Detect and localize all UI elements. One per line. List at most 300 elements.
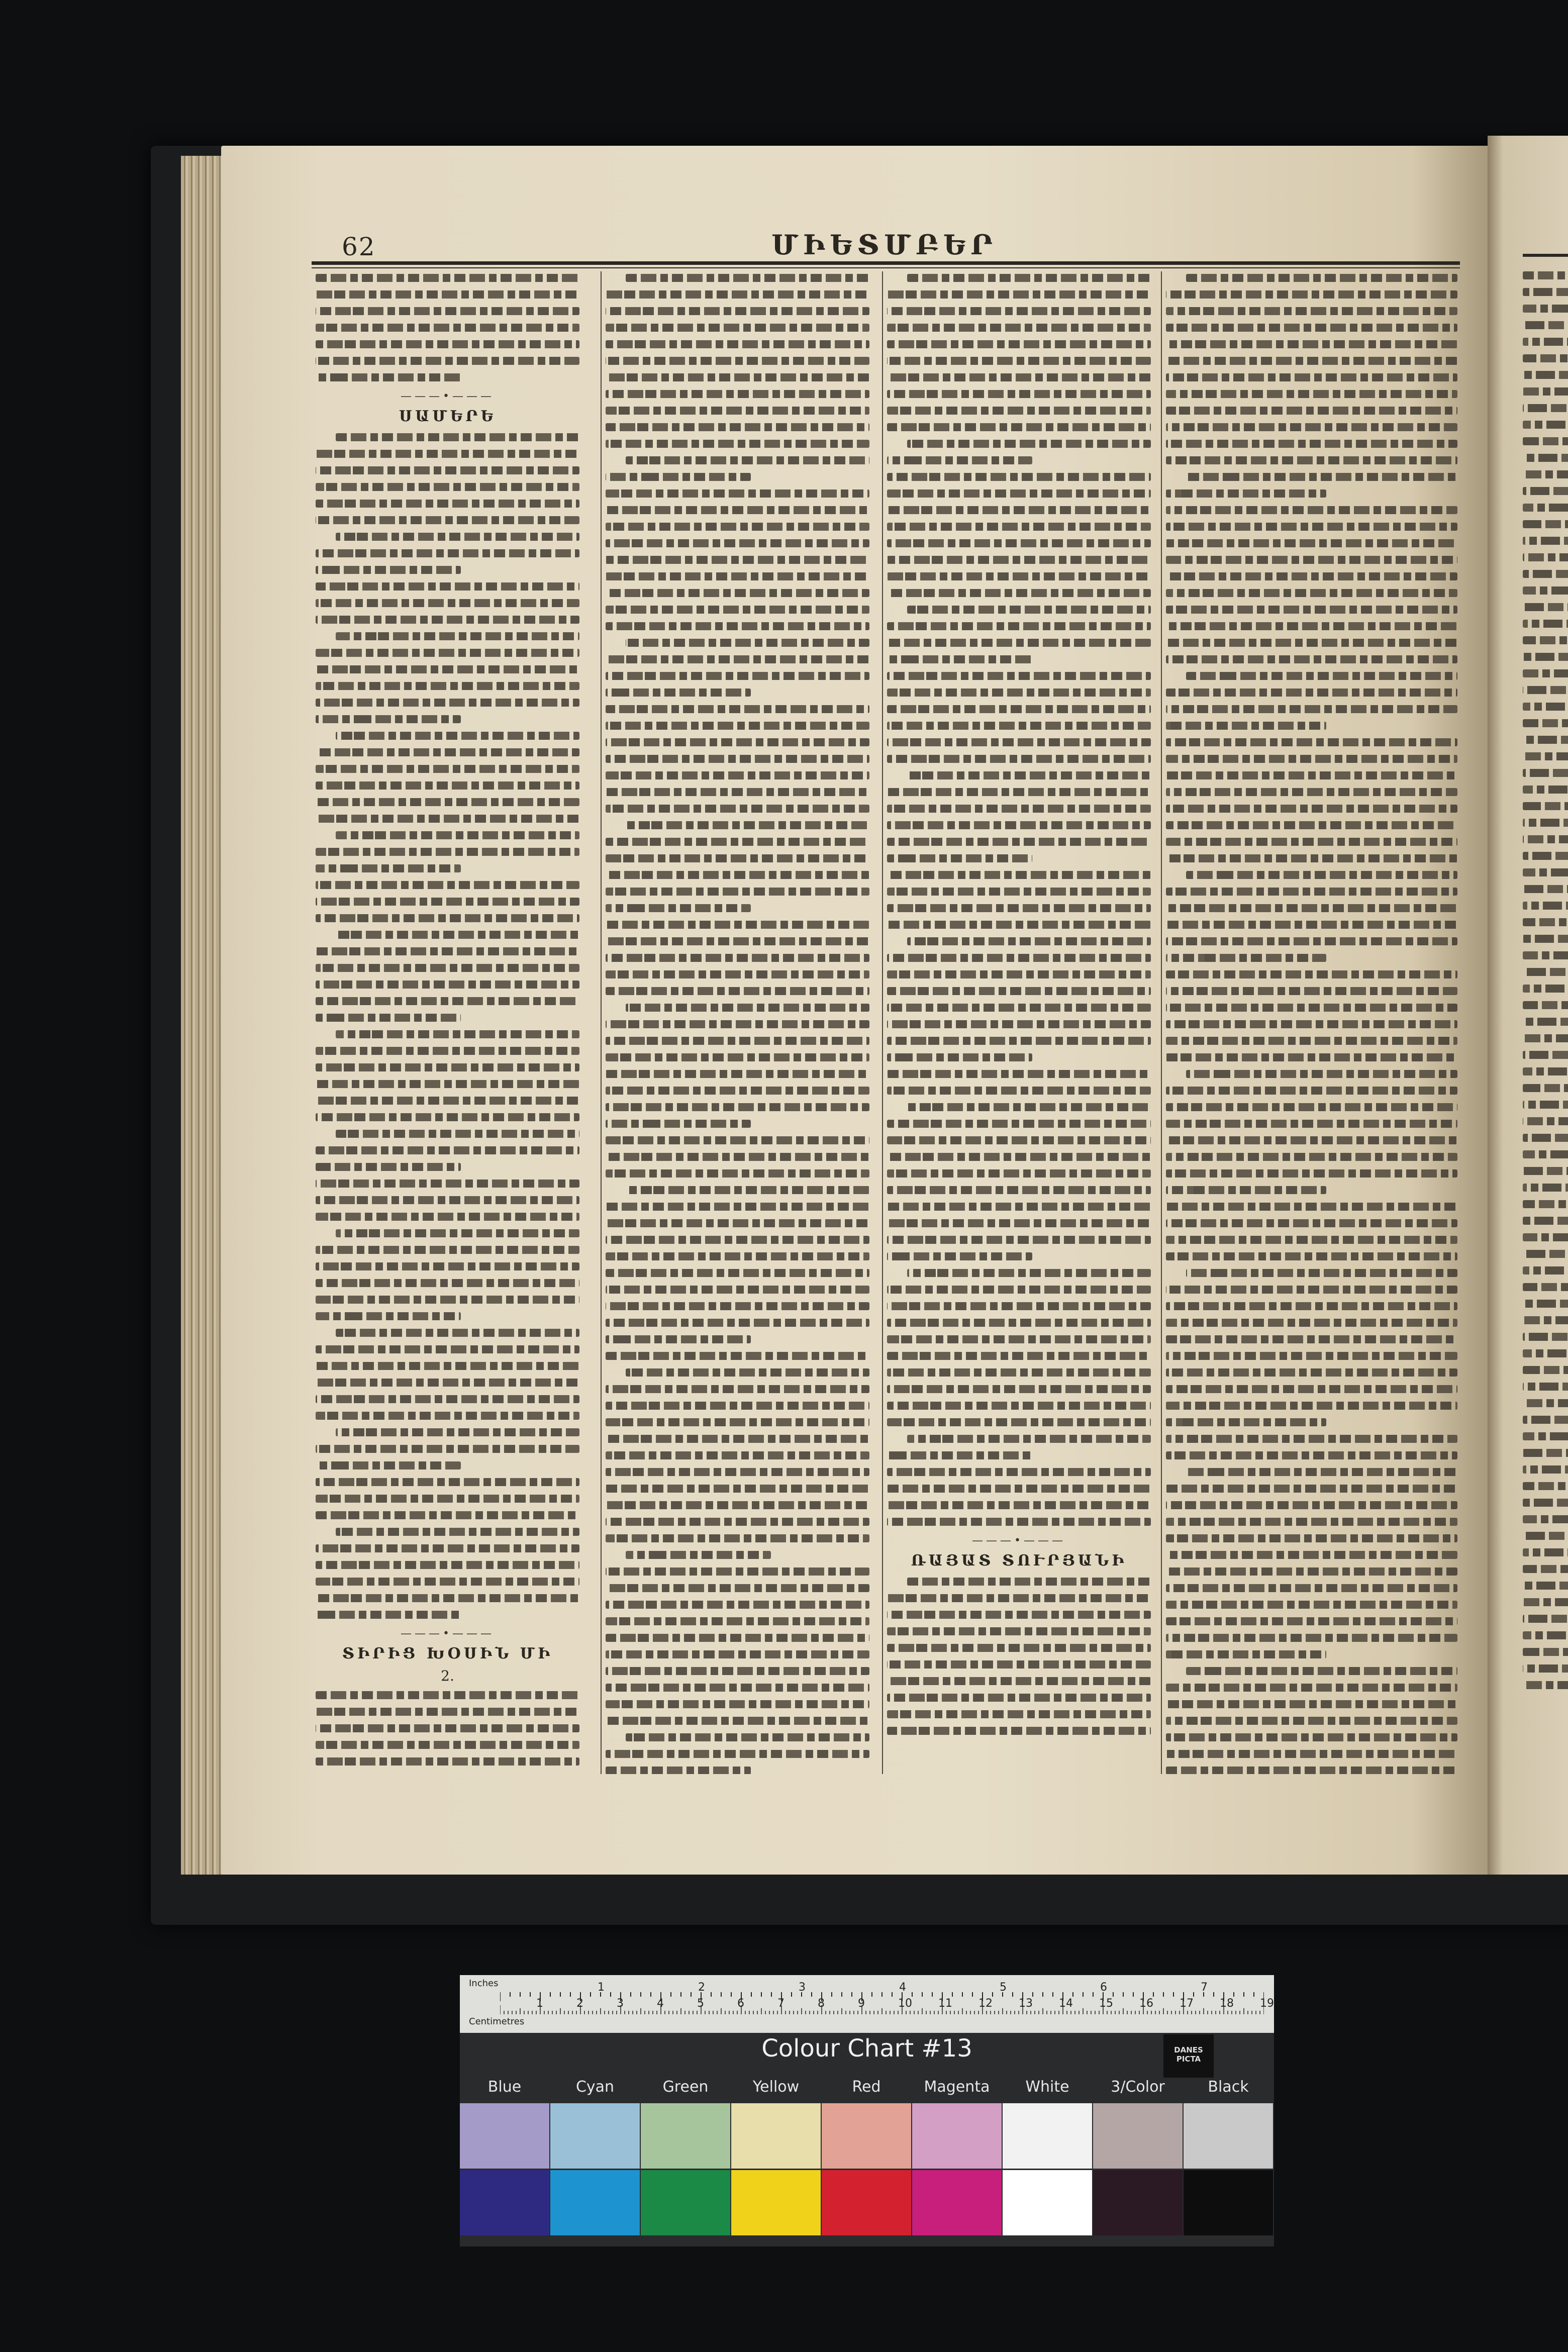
text-line xyxy=(316,1544,579,1552)
text-line xyxy=(1523,504,1568,512)
text-line xyxy=(887,456,1032,464)
text-line xyxy=(1166,440,1457,448)
text-line xyxy=(606,1153,869,1161)
text-line xyxy=(1523,470,1568,478)
text-line xyxy=(606,1717,869,1725)
text-line xyxy=(606,1203,869,1211)
text-line xyxy=(1523,620,1568,628)
colour-chart xyxy=(460,1975,1274,2246)
text-line xyxy=(907,440,1151,448)
text-line xyxy=(336,632,579,640)
text-line xyxy=(887,1335,1151,1343)
text-line xyxy=(887,1053,1032,1061)
text-line xyxy=(606,1601,869,1609)
ruler-cm-label: 19 xyxy=(1260,1997,1274,2010)
ornament-rule: ———•——— xyxy=(401,390,495,403)
text-line xyxy=(1523,636,1568,644)
text-line xyxy=(1523,1399,1568,1407)
text-line xyxy=(1523,703,1568,711)
colour-patch-dark xyxy=(731,2170,821,2235)
text-line xyxy=(606,970,869,978)
ruler-cm-label: 2 xyxy=(576,1997,583,2010)
text-line xyxy=(887,1319,1151,1327)
text-line xyxy=(316,898,579,906)
text-line xyxy=(1166,1368,1457,1377)
text-line xyxy=(1523,951,1568,959)
text-line xyxy=(606,572,869,580)
text-line xyxy=(887,1153,1151,1161)
text-line xyxy=(1186,473,1457,481)
section-heading-2: ՏԻՐԻՑ ԽՕՍԻՆ ՄԻ xyxy=(342,1645,553,1662)
text-line xyxy=(1166,622,1457,630)
text-line xyxy=(1166,1435,1457,1443)
ruler-inch-label: 1 xyxy=(598,1981,605,1994)
patch-label: Red xyxy=(852,2078,881,2096)
ruler-cm-label: 14 xyxy=(1059,1997,1073,2010)
text-line xyxy=(316,765,579,773)
colour-patch-light xyxy=(550,2103,640,2169)
text-line xyxy=(1166,970,1457,978)
text-line xyxy=(1523,1184,1568,1192)
text-line xyxy=(1166,1534,1457,1542)
text-line xyxy=(1166,655,1457,663)
ruler-inch-label: 5 xyxy=(1000,1981,1007,1994)
text-line xyxy=(316,781,579,790)
text-line xyxy=(1523,1349,1568,1357)
text-line xyxy=(887,1368,1151,1377)
text-line xyxy=(336,533,579,541)
text-line xyxy=(606,838,869,846)
text-line xyxy=(887,622,1151,630)
text-line xyxy=(606,1617,869,1625)
text-line xyxy=(1523,387,1568,396)
text-line xyxy=(316,1445,579,1453)
text-line xyxy=(606,440,869,448)
text-line xyxy=(1166,506,1457,514)
text-line xyxy=(606,523,869,531)
text-line xyxy=(336,1329,579,1337)
text-line xyxy=(1523,1150,1568,1158)
text-line xyxy=(887,689,1151,697)
text-line xyxy=(1166,373,1457,381)
text-line xyxy=(1523,968,1568,976)
text-line xyxy=(316,947,579,955)
text-line xyxy=(1523,1084,1568,1092)
text-line xyxy=(1523,902,1568,910)
logo-text: DANES PICTA xyxy=(1174,2045,1203,2064)
text-line xyxy=(1523,553,1568,561)
text-line xyxy=(606,423,869,431)
text-line xyxy=(1523,686,1568,694)
text-line xyxy=(316,682,579,690)
colour-patch-light xyxy=(641,2103,730,2169)
text-line xyxy=(606,622,869,630)
text-line xyxy=(1166,589,1457,597)
text-line xyxy=(316,566,461,574)
text-line xyxy=(1166,1767,1457,1774)
text-line xyxy=(1166,1551,1457,1559)
text-line xyxy=(1166,755,1457,763)
text-line xyxy=(907,606,1151,614)
text-line xyxy=(1166,1219,1457,1227)
text-line xyxy=(606,738,869,746)
patch-label: Green xyxy=(662,2078,709,2096)
text-line xyxy=(887,390,1151,398)
text-line xyxy=(887,1501,1151,1509)
text-line xyxy=(887,373,1151,381)
text-line xyxy=(626,274,869,282)
text-line xyxy=(1523,835,1568,843)
text-line xyxy=(1166,1286,1457,1294)
text-line xyxy=(316,815,579,823)
text-line xyxy=(887,854,1032,862)
text-line xyxy=(606,307,869,315)
text-line xyxy=(1523,586,1568,595)
text-line xyxy=(606,1468,869,1476)
patch-label: Blue xyxy=(487,2078,522,2096)
text-line xyxy=(606,556,869,564)
text-line xyxy=(1523,985,1568,993)
text-line xyxy=(1166,1402,1457,1410)
text-line xyxy=(316,1080,579,1088)
text-line xyxy=(887,1252,1032,1260)
text-line xyxy=(316,1113,579,1121)
header-rule xyxy=(312,261,1460,265)
right-page-header-rule xyxy=(1523,254,1568,257)
patch-label: Cyan xyxy=(575,2078,615,2096)
text-line xyxy=(1523,1217,1568,1225)
text-line xyxy=(606,1269,869,1277)
text-line xyxy=(887,1037,1151,1045)
text-line xyxy=(1523,354,1568,362)
text-line xyxy=(1523,1333,1568,1341)
text-line xyxy=(1166,1617,1457,1625)
text-line xyxy=(606,904,751,912)
text-line xyxy=(606,954,869,962)
text-line xyxy=(316,1196,579,1204)
text-line xyxy=(1523,1465,1568,1474)
section-heading: ՍԱՄԵՐԵ xyxy=(399,408,497,425)
ruler-cm-label: 1 xyxy=(536,1997,543,2010)
text-line xyxy=(316,981,579,989)
text-line xyxy=(336,433,579,441)
text-line xyxy=(1166,1335,1457,1343)
colour-patch-light xyxy=(460,2103,549,2169)
text-line xyxy=(1523,1250,1568,1258)
text-line xyxy=(606,1037,869,1045)
text-line xyxy=(887,954,1151,962)
text-line xyxy=(606,290,869,299)
text-line xyxy=(606,1634,869,1642)
text-line xyxy=(606,1070,869,1078)
text-line xyxy=(1523,1034,1568,1042)
text-line xyxy=(1166,539,1457,547)
text-line xyxy=(316,290,579,299)
text-line xyxy=(1523,288,1568,296)
colour-patch-dark xyxy=(1093,2170,1183,2235)
page-number: 62 xyxy=(342,232,376,261)
ruler-cm-label: 11 xyxy=(938,1997,952,2010)
text-line xyxy=(1166,1020,1457,1028)
ruler-cm-label: 16 xyxy=(1139,1997,1153,2010)
text-line xyxy=(606,473,751,481)
text-line xyxy=(1166,1750,1457,1758)
text-line xyxy=(907,274,1151,282)
text-line xyxy=(606,854,869,862)
right-page-text xyxy=(1523,271,1568,1809)
text-line xyxy=(626,1368,869,1377)
text-line xyxy=(1166,1186,1326,1194)
text-line xyxy=(316,914,579,922)
text-line xyxy=(606,655,869,663)
text-line xyxy=(1523,852,1568,860)
text-line xyxy=(887,821,1151,829)
section-heading-2-number: 2. xyxy=(441,1668,454,1684)
text-line xyxy=(316,699,579,707)
text-line xyxy=(887,1302,1151,1310)
text-line xyxy=(606,921,869,929)
ruler-cm-label: 7 xyxy=(777,1997,785,2010)
text-line xyxy=(606,1684,869,1692)
text-line xyxy=(887,1385,1151,1393)
text-line xyxy=(606,888,869,896)
patch-label: 3/Color xyxy=(1111,2078,1165,2096)
text-line xyxy=(606,1219,869,1227)
text-line xyxy=(887,1203,1151,1211)
text-line xyxy=(316,1362,579,1370)
text-line xyxy=(606,589,869,597)
text-line xyxy=(316,466,579,474)
text-line xyxy=(1523,1499,1568,1507)
text-line xyxy=(1166,788,1457,796)
text-line xyxy=(1523,1565,1568,1573)
text-line xyxy=(1166,324,1457,332)
text-line xyxy=(1523,1598,1568,1606)
ornament-rule: ———•——— xyxy=(972,1534,1066,1547)
chart-title: Colour Chart #13 xyxy=(761,2034,972,2063)
text-line xyxy=(336,1229,579,1237)
colour-patch-dark xyxy=(1003,2170,1092,2235)
text-line xyxy=(1166,1053,1457,1061)
text-line xyxy=(1166,489,1326,498)
column-rule xyxy=(882,271,883,1774)
text-line xyxy=(1523,371,1568,379)
text-line xyxy=(1166,423,1457,431)
text-line xyxy=(1166,738,1457,746)
text-line xyxy=(1523,1300,1568,1308)
text-line xyxy=(887,871,1151,879)
ruler-cm-label: 3 xyxy=(617,1997,624,2010)
text-line xyxy=(626,1551,771,1559)
text-line xyxy=(1523,1167,1568,1175)
colour-patch-dark xyxy=(550,2170,640,2235)
text-line xyxy=(887,1004,1151,1012)
text-line xyxy=(606,1020,869,1028)
ruler-inch-label: 2 xyxy=(698,1981,705,1994)
ruler-inch-label: 6 xyxy=(1100,1981,1107,1994)
text-line xyxy=(887,1186,1151,1194)
text-line xyxy=(887,1418,1151,1426)
text-line xyxy=(1523,719,1568,727)
text-line xyxy=(1523,1366,1568,1374)
text-line xyxy=(1186,1269,1457,1277)
text-line xyxy=(1186,1468,1457,1476)
text-line xyxy=(907,1578,1151,1586)
text-line xyxy=(887,489,1151,498)
text-line xyxy=(887,655,1032,663)
text-line xyxy=(606,1236,869,1244)
text-line xyxy=(316,1180,579,1188)
text-line xyxy=(316,1097,579,1105)
ruler-cm-label: 8 xyxy=(818,1997,825,2010)
text-line xyxy=(1523,935,1568,943)
text-line xyxy=(1186,1667,1457,1675)
text-line xyxy=(316,599,579,607)
text-line xyxy=(606,937,869,945)
ruler-inches-label: Inches xyxy=(469,1978,499,1989)
text-line xyxy=(1166,390,1457,398)
text-line xyxy=(1523,752,1568,760)
text-line xyxy=(887,324,1151,332)
text-line xyxy=(907,1269,1151,1277)
text-line xyxy=(1166,1120,1457,1128)
text-line xyxy=(316,1611,461,1619)
text-line xyxy=(1523,404,1568,412)
text-line xyxy=(887,672,1151,680)
text-line xyxy=(316,1495,579,1503)
patch-label: Yellow xyxy=(752,2078,800,2096)
text-line xyxy=(887,970,1151,978)
text-line xyxy=(316,1412,579,1420)
text-line xyxy=(316,964,579,972)
ruler-inch-label: 7 xyxy=(1201,1981,1208,1994)
text-line xyxy=(316,516,579,524)
text-line xyxy=(606,1402,869,1410)
text-line xyxy=(606,1650,869,1658)
text-line xyxy=(887,473,1151,481)
text-line xyxy=(1523,885,1568,893)
text-line xyxy=(606,489,869,498)
text-line xyxy=(606,672,869,680)
ruler-cm-label: 15 xyxy=(1099,1997,1113,2010)
patch-label: Magenta xyxy=(924,2078,990,2096)
text-line xyxy=(606,1169,869,1178)
text-line xyxy=(1166,1004,1457,1012)
text-line xyxy=(887,340,1151,348)
text-line xyxy=(606,1700,869,1708)
text-line xyxy=(887,1727,1151,1735)
text-line xyxy=(1523,487,1568,495)
colour-patch-light xyxy=(822,2103,911,2169)
text-line xyxy=(1166,1103,1457,1111)
text-line xyxy=(606,1136,869,1144)
text-line xyxy=(1166,1733,1457,1741)
text-line xyxy=(316,324,579,332)
text-line xyxy=(1523,520,1568,528)
text-line xyxy=(336,732,579,740)
text-line xyxy=(1523,321,1568,329)
ruler-cm-label: 12 xyxy=(978,1997,993,2010)
text-line xyxy=(606,705,869,713)
text-line xyxy=(1166,1037,1457,1045)
text-line xyxy=(1523,736,1568,744)
ruler-cm-label: 10 xyxy=(898,1997,912,2010)
ruler-inch-label: 4 xyxy=(899,1981,906,1994)
text-line xyxy=(316,1691,579,1699)
text-line xyxy=(887,888,1151,896)
text-line xyxy=(316,357,579,365)
text-line xyxy=(887,1352,1151,1360)
text-line xyxy=(1523,1631,1568,1639)
text-line xyxy=(1523,669,1568,677)
text-line xyxy=(316,1063,579,1071)
text-line xyxy=(316,1461,461,1469)
text-line xyxy=(316,864,461,872)
text-line xyxy=(316,1724,579,1732)
text-line xyxy=(887,1468,1151,1476)
text-line xyxy=(1166,1518,1457,1526)
colour-patch-dark xyxy=(912,2170,1002,2235)
text-line xyxy=(887,1518,1151,1526)
text-line xyxy=(1166,639,1457,647)
text-line xyxy=(907,937,1151,945)
text-line xyxy=(1523,537,1568,545)
text-line xyxy=(336,1428,579,1436)
text-line xyxy=(606,1252,869,1260)
text-line xyxy=(887,1070,1151,1078)
ruler-cm-label: 18 xyxy=(1220,1997,1234,2010)
colour-patch-dark xyxy=(641,2170,730,2235)
text-line xyxy=(606,1501,869,1509)
text-line xyxy=(316,1379,579,1387)
text-line xyxy=(1166,1153,1457,1161)
text-line xyxy=(1523,819,1568,827)
text-line xyxy=(606,340,869,348)
text-line xyxy=(887,1660,1151,1669)
text-line xyxy=(1166,407,1457,415)
text-line xyxy=(606,1485,869,1493)
text-line xyxy=(606,539,869,547)
text-line xyxy=(1166,1451,1457,1459)
text-line xyxy=(887,556,1151,564)
text-line xyxy=(606,390,869,398)
text-line xyxy=(316,1594,579,1602)
text-line xyxy=(1166,921,1457,929)
text-column-3 xyxy=(887,274,1151,1774)
text-line xyxy=(606,1087,869,1095)
text-line xyxy=(316,1262,579,1270)
text-line xyxy=(316,1578,579,1586)
text-line xyxy=(1166,1601,1457,1609)
text-line xyxy=(1166,904,1457,912)
text-line xyxy=(1523,1449,1568,1457)
text-line xyxy=(606,987,869,995)
text-line xyxy=(336,1130,579,1138)
colour-patch-dark xyxy=(1184,2170,1273,2235)
text-line xyxy=(606,1534,869,1542)
text-line xyxy=(336,1030,579,1038)
ruler-cm-label: 13 xyxy=(1019,1997,1033,2010)
text-line xyxy=(1166,1203,1457,1211)
text-line xyxy=(1523,1266,1568,1275)
colour-patch-dark xyxy=(822,2170,911,2235)
ruler xyxy=(460,1975,1274,2033)
text-line xyxy=(1166,1169,1457,1178)
text-line xyxy=(1166,987,1457,995)
text-line xyxy=(1166,340,1457,348)
text-line xyxy=(606,788,869,796)
text-line xyxy=(606,1302,869,1310)
